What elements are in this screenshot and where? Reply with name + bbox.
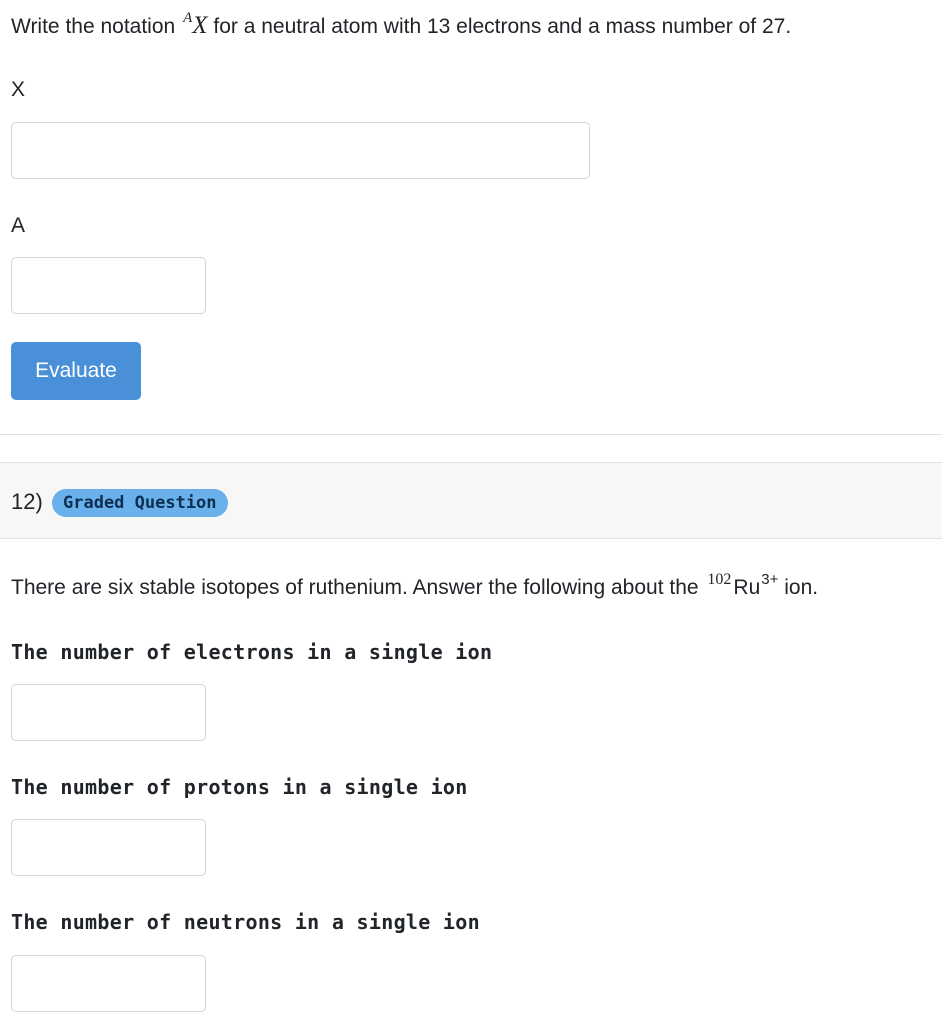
notation-math: [181, 10, 208, 39]
question-number: 12): [11, 489, 43, 514]
field-x-input[interactable]: [11, 122, 590, 179]
isotope-mass-number: 102: [707, 571, 732, 588]
electrons-input[interactable]: [11, 684, 206, 741]
isotope-symbol: Ru: [733, 576, 761, 599]
notation-superscript: A: [183, 10, 193, 26]
prior-question-prompt: [11, 12, 791, 43]
electrons-question-label: The number of electrons in a single ion: [11, 640, 493, 664]
prompt-text-after: for a neutral atom with 13 electrons and a mass number of 27.: [213, 15, 792, 38]
protons-input[interactable]: [11, 819, 206, 876]
question-intro: [11, 571, 819, 604]
question-header: [0, 462, 942, 539]
prompt-text-before: Write the notation: [11, 15, 176, 38]
graded-question-badge: Graded Question: [52, 489, 228, 517]
intro-text-before: There are six stable isotopes of ruthenium. Answer the following about the: [11, 576, 699, 599]
neutrons-question-label: The number of neutrons in a single ion: [11, 910, 480, 934]
isotope-charge: 3+: [761, 571, 779, 588]
neutrons-input[interactable]: [11, 955, 206, 1012]
evaluate-button[interactable]: Evaluate: [11, 342, 141, 400]
isotope-notation: [704, 571, 779, 599]
field-a-label: A: [11, 214, 26, 237]
intro-text-after: ion.: [784, 576, 819, 599]
notation-symbol: X: [192, 12, 208, 39]
field-a-input[interactable]: [11, 257, 206, 314]
protons-question-label: The number of protons in a single ion: [11, 775, 468, 799]
section-divider: [0, 434, 942, 435]
field-x-label: X: [11, 78, 26, 101]
